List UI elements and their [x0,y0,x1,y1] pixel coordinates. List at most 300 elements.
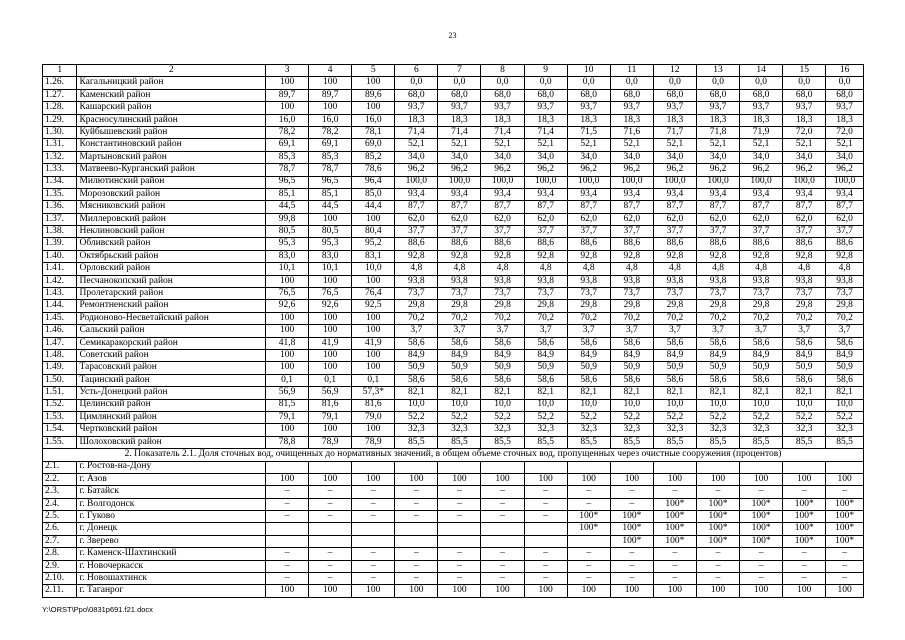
row-value: – [740,560,783,572]
row-value: 93,8 [610,275,653,287]
row-value: 99,8 [266,213,309,225]
row-value: 85,5 [653,436,696,448]
row-value: 93,7 [524,102,567,114]
row-value: 100 [352,473,395,485]
row-number: 2.2. [43,473,77,485]
row-name: г. Каменск-Шахтинский [77,548,266,560]
row-value [481,523,524,535]
section-header-row [43,449,864,461]
row-value: 93,4 [696,188,739,200]
row-value: 100,0 [826,176,864,188]
row-number: 1.54. [43,424,77,436]
row-value: 82,1 [567,387,610,399]
row-value: 58,6 [567,337,610,349]
row-value: 18,3 [524,114,567,126]
row-value: 10,0 [352,263,395,275]
row-value: – [309,498,352,510]
row-value: – [610,498,653,510]
row-value: 52,2 [395,411,438,423]
row-value: 70,2 [524,312,567,324]
row-value: – [740,486,783,498]
row-value: 3,7 [826,325,864,337]
table-row [43,523,864,535]
row-value: 71,8 [696,126,739,138]
row-value: 100* [567,523,610,535]
row-value: – [309,548,352,560]
row-value: 82,1 [438,387,481,399]
row-value: 85,3 [266,151,309,163]
row-value: 32,3 [610,424,653,436]
row-number: 2.8. [43,548,77,560]
row-value: 4,8 [524,263,567,275]
row-value: 100 [352,275,395,287]
row-name: г. Новочеркасск [77,560,266,572]
row-value: 78,9 [309,436,352,448]
row-value: 92,6 [309,300,352,312]
row-value: 92,6 [266,300,309,312]
row-value: 52,2 [524,411,567,423]
row-value: – [653,486,696,498]
row-value: 3,7 [783,325,826,337]
row-value: 73,7 [395,288,438,300]
row-value: 89,7 [309,89,352,101]
row-value: 85,5 [567,436,610,448]
row-number: 1.34. [43,176,77,188]
row-value: 100 [696,585,739,597]
row-value: – [653,573,696,585]
row-value: 73,7 [438,288,481,300]
row-value: 34,0 [783,151,826,163]
row-value: – [352,486,395,498]
row-value: 37,7 [567,226,610,238]
row-value: 37,7 [481,226,524,238]
row-value: 100 [352,424,395,436]
row-value: 100 [266,77,309,89]
row-value: – [309,486,352,498]
row-value: 68,0 [567,89,610,101]
column-header: 16 [826,65,864,77]
row-value: 0,0 [740,77,783,89]
table-row [43,535,864,547]
row-value: 100 [567,585,610,597]
row-value: 0,0 [481,77,524,89]
row-value: 0,0 [826,77,864,89]
column-header: 7 [438,65,481,77]
row-value: 87,7 [567,201,610,213]
row-value: 88,6 [696,238,739,250]
row-value: 100 [826,585,864,597]
row-value: 93,4 [395,188,438,200]
row-value: 85,5 [524,436,567,448]
row-number: 1.55. [43,436,77,448]
row-value: 18,3 [826,114,864,126]
row-value: 88,6 [395,238,438,250]
row-value: 100 [696,473,739,485]
row-value: 58,6 [438,374,481,386]
row-value: 10,1 [266,263,309,275]
row-value: 93,7 [395,102,438,114]
row-value: 100 [309,77,352,89]
row-value: 100* [783,498,826,510]
row-value: – [653,548,696,560]
row-name: г. Волгодонск [77,498,266,510]
table-row [43,349,864,361]
row-value: 84,9 [826,349,864,361]
row-value: 100 [653,473,696,485]
row-value: 100 [309,275,352,287]
row-value [309,461,352,473]
table-row [43,473,864,485]
row-value: 100* [696,523,739,535]
row-value: 80,4 [352,226,395,238]
row-value: 70,2 [481,312,524,324]
row-name: Цимлянский район [77,411,266,423]
row-value: 93,8 [438,275,481,287]
table-row [43,102,864,114]
row-name: Мясниковский район [77,201,266,213]
row-value [352,535,395,547]
table-row [43,486,864,498]
row-value: 100 [352,312,395,324]
row-value: 70,2 [740,312,783,324]
row-value [266,523,309,535]
row-value: 93,8 [696,275,739,287]
row-value: 100 [266,275,309,287]
row-value: 71,7 [653,126,696,138]
row-value: 76,5 [309,288,352,300]
row-number: 2.1. [43,461,77,473]
row-value: 0,0 [783,77,826,89]
row-value: 52,2 [438,411,481,423]
row-value: 3,7 [481,325,524,337]
row-number: 1.27. [43,89,77,101]
row-name: Красносулинский район [77,114,266,126]
row-value: 100 [481,585,524,597]
row-value: 52,1 [696,139,739,151]
row-value: 37,7 [395,226,438,238]
row-value: 100 [352,362,395,374]
row-number: 1.43. [43,288,77,300]
row-value: 93,7 [696,102,739,114]
table-row [43,139,864,151]
table-row [43,288,864,300]
row-value: – [696,573,739,585]
row-value: 58,6 [826,374,864,386]
row-value: 58,6 [567,374,610,386]
row-value: 93,8 [826,275,864,287]
row-value: 0,0 [395,77,438,89]
table-row [43,89,864,101]
row-value: – [395,511,438,523]
row-value: – [567,560,610,572]
row-value: 85,0 [352,188,395,200]
row-value: 100* [696,498,739,510]
row-value: 68,0 [826,89,864,101]
row-value: 85,5 [783,436,826,448]
row-value: – [610,560,653,572]
row-value: 100 [352,325,395,337]
row-number: 1.40. [43,250,77,262]
row-value: 32,3 [567,424,610,436]
row-value: 92,8 [524,250,567,262]
table-row [43,188,864,200]
row-value [524,523,567,535]
row-value: 71,5 [567,126,610,138]
row-value: 85,1 [266,188,309,200]
row-value: 88,6 [610,238,653,250]
row-value: 3,7 [653,325,696,337]
row-number: 1.52. [43,399,77,411]
row-value: 73,7 [740,288,783,300]
row-value: 71,6 [610,126,653,138]
row-value: 83,1 [352,250,395,262]
row-value: 84,9 [438,349,481,361]
row-number: 1.41. [43,263,77,275]
row-value [266,535,309,547]
row-value: 85,5 [740,436,783,448]
row-value: 18,3 [438,114,481,126]
row-value: 87,7 [826,201,864,213]
row-value: 100* [740,523,783,535]
row-value: 93,8 [567,275,610,287]
row-value: 93,8 [653,275,696,287]
table-row [43,151,864,163]
column-header: 2 [77,65,266,77]
row-value: 73,7 [783,288,826,300]
row-value: 4,8 [481,263,524,275]
row-value: – [524,560,567,572]
row-value: 84,9 [740,349,783,361]
row-name: Пролетарский район [77,288,266,300]
row-value: – [309,511,352,523]
row-name: Матвеево-Курганский район [77,164,266,176]
row-value: 96,2 [826,164,864,176]
row-value: 70,2 [783,312,826,324]
row-value: 87,7 [653,201,696,213]
row-value: 88,6 [438,238,481,250]
table-row [43,548,864,560]
row-name: Песчанокопский район [77,275,266,287]
table-row [43,77,864,89]
table-row [43,573,864,585]
row-value: 96,2 [524,164,567,176]
row-number: 1.29. [43,114,77,126]
row-value: 78,2 [266,126,309,138]
row-value: 85,2 [352,151,395,163]
row-value: 88,6 [826,238,864,250]
row-value: – [610,548,653,560]
row-value: 37,7 [826,226,864,238]
row-value [567,461,610,473]
row-value: 52,2 [481,411,524,423]
row-value [438,461,481,473]
row-value: 100* [826,535,864,547]
row-value: 76,5 [266,288,309,300]
row-value: 34,0 [395,151,438,163]
row-number: 1.46. [43,325,77,337]
row-value: 58,6 [524,337,567,349]
row-value: 93,7 [653,102,696,114]
row-value: 93,4 [567,188,610,200]
row-value: 93,4 [740,188,783,200]
row-value: 3,7 [438,325,481,337]
row-value: 73,7 [524,288,567,300]
row-value: 18,3 [740,114,783,126]
row-value: 88,6 [740,238,783,250]
row-value: 80,5 [309,226,352,238]
row-value: 78,6 [352,164,395,176]
row-value: 93,7 [826,102,864,114]
row-value: 100,0 [740,176,783,188]
row-value: 44,5 [266,201,309,213]
row-value: 100 [309,473,352,485]
row-name: Миллеровский район [77,213,266,225]
header-row [43,65,864,77]
row-value [610,461,653,473]
row-value: 100 [438,473,481,485]
row-value: 29,8 [395,300,438,312]
row-value: 100,0 [696,176,739,188]
row-value: 10,0 [653,399,696,411]
row-value: 89,7 [266,89,309,101]
column-header: 8 [481,65,524,77]
row-value: 32,3 [653,424,696,436]
table-row [43,238,864,250]
row-value: 100 [309,325,352,337]
row-value: 62,0 [740,213,783,225]
column-header: 15 [783,65,826,77]
row-value: 100 [395,473,438,485]
row-value: 93,4 [438,188,481,200]
row-value: 96,2 [610,164,653,176]
row-value: 52,1 [481,139,524,151]
row-value: 32,3 [696,424,739,436]
row-value: 4,8 [610,263,653,275]
row-value: 50,9 [610,362,653,374]
row-value: 10,0 [610,399,653,411]
row-name: Куйбышевский район [77,126,266,138]
row-value: 85,5 [481,436,524,448]
row-value: 100 [481,473,524,485]
table-row [43,201,864,213]
table-row [43,424,864,436]
row-name: Морозовский район [77,188,266,200]
row-value: 100 [783,585,826,597]
row-value: 52,1 [783,139,826,151]
row-name: Сальский район [77,325,266,337]
row-value: – [395,560,438,572]
row-value: 96,4 [352,176,395,188]
row-value: 37,7 [740,226,783,238]
row-value: 88,6 [653,238,696,250]
table-row [43,164,864,176]
row-value: 62,0 [653,213,696,225]
row-value: 84,9 [395,349,438,361]
table-row [43,461,864,473]
row-value: 82,1 [783,387,826,399]
row-value: 71,4 [524,126,567,138]
row-value: 50,9 [696,362,739,374]
table-row [43,250,864,262]
row-value: 96,5 [309,176,352,188]
row-value: 58,6 [783,374,826,386]
row-value: 4,8 [783,263,826,275]
row-value: 58,6 [395,374,438,386]
row-name: Кашарский район [77,102,266,114]
row-value: 100* [653,498,696,510]
table-body [43,65,864,598]
table-row [43,362,864,374]
row-value: 10,0 [696,399,739,411]
row-name: г. Донецк [77,523,266,535]
row-value: 52,2 [696,411,739,423]
row-value: 4,8 [696,263,739,275]
row-value: 41,8 [266,337,309,349]
row-value: 4,8 [567,263,610,275]
row-value [352,461,395,473]
row-value: 10,0 [826,399,864,411]
row-value: 70,2 [696,312,739,324]
row-value: 100 [610,473,653,485]
row-value: – [567,498,610,510]
row-value: 82,1 [481,387,524,399]
row-number: 1.45. [43,312,77,324]
row-value: – [438,498,481,510]
row-value: 70,2 [395,312,438,324]
row-value: 62,0 [524,213,567,225]
table-row [43,226,864,238]
row-value: 0,1 [309,374,352,386]
row-name: г. Зверево [77,535,266,547]
row-value: 10,0 [524,399,567,411]
row-value: 82,1 [653,387,696,399]
row-value: – [783,548,826,560]
row-value: 93,8 [740,275,783,287]
row-number: 1.28. [43,102,77,114]
row-value: 83,0 [309,250,352,262]
row-value: 92,8 [826,250,864,262]
row-value: – [438,486,481,498]
row-value: 70,2 [653,312,696,324]
row-number: 1.51. [43,387,77,399]
row-number: 1.32. [43,151,77,163]
row-value: 68,0 [524,89,567,101]
row-value: 92,8 [438,250,481,262]
row-value: – [309,560,352,572]
row-value: 62,0 [610,213,653,225]
row-number: 1.37. [43,213,77,225]
row-value: 32,3 [481,424,524,436]
row-value: 68,0 [696,89,739,101]
row-value: 0,1 [266,374,309,386]
row-value: – [266,486,309,498]
row-value: 58,6 [740,337,783,349]
row-value: 92,8 [481,250,524,262]
row-value: 29,8 [438,300,481,312]
row-value: 4,8 [826,263,864,275]
row-value: 0,0 [524,77,567,89]
row-number: 1.30. [43,126,77,138]
row-value: 100* [826,511,864,523]
row-number: 2.11. [43,585,77,597]
row-value: 3,7 [524,325,567,337]
row-value: 41,9 [352,337,395,349]
row-value: 50,9 [524,362,567,374]
row-value: 82,1 [524,387,567,399]
row-value: 85,3 [309,151,352,163]
row-value: – [395,548,438,560]
row-value: 44,5 [309,201,352,213]
